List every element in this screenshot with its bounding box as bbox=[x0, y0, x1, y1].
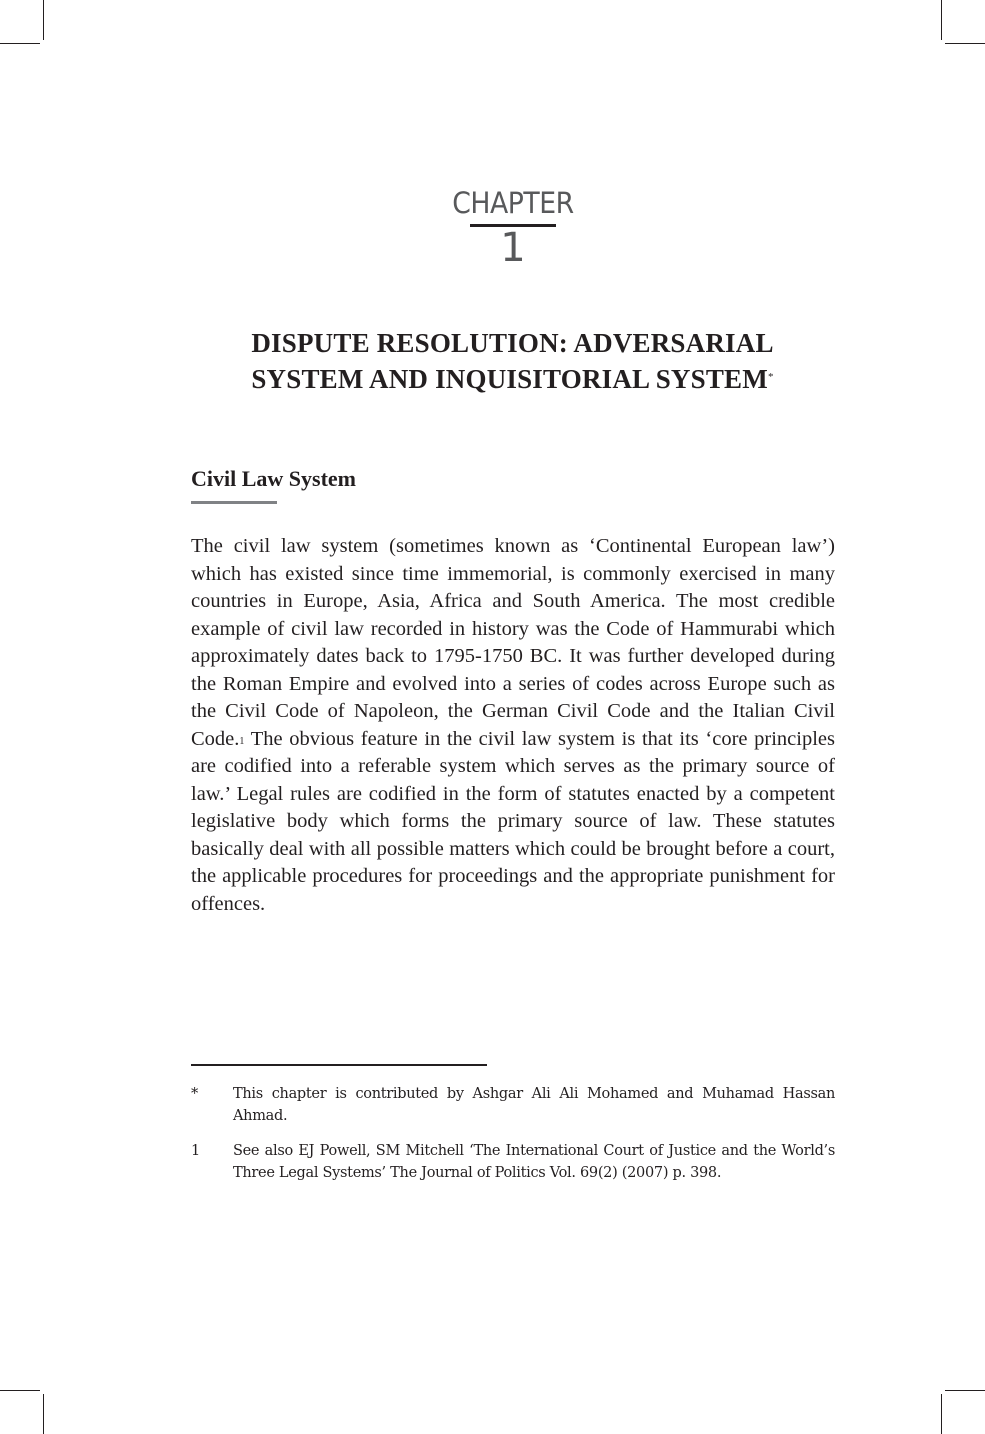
chapter-title-line-2-wrap bbox=[150, 361, 875, 397]
crop-mark-bottom-right-vertical bbox=[941, 1394, 942, 1434]
title-footnote-marker: * bbox=[767, 371, 774, 383]
crop-mark-bottom-left-horizontal bbox=[0, 1390, 40, 1391]
chapter-title bbox=[150, 325, 875, 397]
chapter-title-line-2: SYSTEM AND INQUISITORIAL SYSTEM bbox=[251, 364, 768, 394]
section-heading: Civil Law System bbox=[191, 466, 356, 491]
crop-mark-top-right-vertical bbox=[941, 0, 942, 40]
section-rule bbox=[191, 501, 277, 504]
chapter-label: CHAPTER bbox=[452, 186, 574, 220]
footnote-marker: * bbox=[191, 1086, 199, 1102]
crop-mark-top-right-horizontal bbox=[945, 43, 985, 44]
body-text-part-2: The obvious feature in the civil law system is that its ‘core principles are codified into a referable system which serves as the primary source of law.’ Legal rules are codified in the form of statutes enacted by a competent legislative body which forms the primary source of law. These statutes basically deal with all possible matters which could be brought before a court, the applicable procedures for proceedings and the appropriate punishment for offences. bbox=[191, 727, 835, 915]
footnote-item bbox=[191, 1140, 835, 1184]
footnote-reference: 1 bbox=[239, 735, 245, 747]
crop-mark-top-left-horizontal bbox=[0, 43, 40, 44]
body-paragraph bbox=[191, 533, 835, 918]
crop-mark-top-left-vertical bbox=[43, 0, 44, 40]
footnote-separator bbox=[191, 1064, 487, 1066]
footnote-marker: 1 bbox=[191, 1143, 201, 1159]
crop-mark-bottom-left-vertical bbox=[43, 1394, 44, 1434]
chapter-number: 1 bbox=[500, 225, 526, 271]
footnote-item bbox=[191, 1083, 835, 1127]
chapter-title-line-1: DISPUTE RESOLUTION: ADVERSARIAL bbox=[251, 328, 774, 358]
body-text-part-1: The civil law system (sometimes known as ‘Continental European law’) which has existed since time immemorial, is commonly exercised in many countries in Europe, Asia, Africa and South America. The most credible example of civil law recorded in history was the Code of Hammurabi which approximately dates back to 1795-1750 BC. It was further developed during the Roman Empire and evolved into a series of codes across Europe such as the Civil Code of Napoleon, the German Civil Code and the Italian Civil Code. bbox=[191, 535, 835, 750]
footnote-text: See also EJ Powell, SM Mitchell ‘The International Court of Justice and the World’s Three Legal Systems’ The Journal of Politics Vol. 69(2) (2007) p. 398. bbox=[233, 1143, 835, 1181]
footnote-text: This chapter is contributed by Ashgar Ali Ali Mohamed and Muhamad Hassan Ahmad. bbox=[233, 1086, 835, 1124]
crop-mark-bottom-right-horizontal bbox=[945, 1390, 985, 1391]
chapter-heading bbox=[440, 184, 586, 271]
